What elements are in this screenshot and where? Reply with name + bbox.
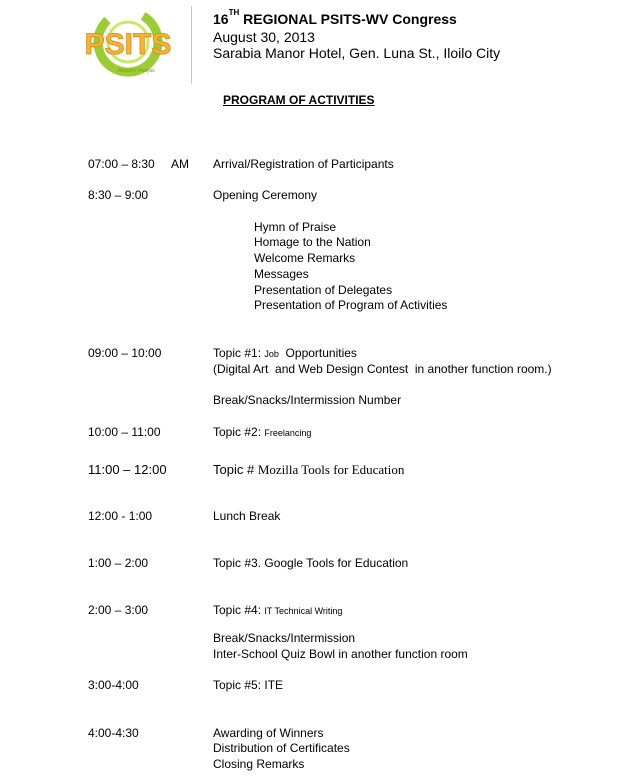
topic-4-prefix: Topic #4: — [213, 603, 265, 617]
congress-venue: Sarabia Manor Hotel, Gen. Luna St., Iloilo City — [213, 45, 501, 61]
time-slot-7: 1:00 – 2:00 — [88, 556, 149, 570]
topic-2-prefix: Topic #2: — [213, 425, 265, 439]
activity-lunch: Lunch Break — [213, 509, 281, 523]
opening-subitem: Presentation of Program of Activities — [254, 298, 448, 312]
opening-subitem: Presentation of Delegates — [254, 283, 393, 297]
topic-4-small: IT Technical Writing — [264, 606, 343, 616]
activity-opening-ceremony: Opening Ceremony — [213, 188, 318, 202]
topic-mozilla-title: Mozilla Tools for Education — [257, 462, 405, 477]
closing-item: Closing Remarks — [213, 757, 305, 771]
activity-topic-2 — [213, 425, 311, 439]
congress-title — [213, 8, 457, 27]
closing-item: Distribution of Certificates — [213, 741, 350, 755]
time-slot-1: 07:00 – 8:30 — [88, 157, 155, 171]
psits-logo — [74, 6, 182, 82]
opening-subitem: Welcome Remarks — [254, 251, 356, 265]
activity-registration: Arrival/Registration of Participants — [213, 157, 394, 171]
topic-1-small: Job — [264, 349, 279, 359]
opening-subitem: Messages — [254, 267, 309, 281]
activity-topic-5: Topic #5: ITE — [213, 678, 284, 692]
title-superscript: TH — [228, 8, 240, 17]
time-slot-5: 11:00 – 12:00 — [88, 462, 167, 477]
topic-mozilla-prefix: Topic # — [213, 462, 258, 477]
time-slot-6: 12:00 - 1:00 — [88, 509, 153, 523]
break-intermission-number: Break/Snacks/Intermission Number — [213, 393, 402, 407]
time-slot-10: 4:00-4:30 — [88, 726, 139, 740]
header-divider — [191, 6, 192, 84]
time-slot-4: 10:00 – 11:00 — [88, 425, 161, 439]
time-slot-8: 2:00 – 3:00 — [88, 603, 149, 617]
quiz-bowl: Inter-School Quiz Bowl in another function room — [213, 647, 468, 661]
topic-1-rest: Opportunities — [278, 346, 357, 360]
title-rest: REGIONAL PSITS-WV Congress — [239, 11, 457, 27]
topic-1-note: (Digital Art and Web Design Contest in another function room.) — [213, 362, 552, 376]
logo-subtext: Western Visayas — [117, 68, 155, 74]
opening-subitem: Hymn of Praise — [254, 220, 337, 234]
activity-topic-4 — [213, 603, 342, 617]
activity-topic-3: Topic #3. Google Tools for Education — [213, 556, 409, 570]
closing-item: Awarding of Winners — [213, 726, 324, 740]
activity-mozilla — [213, 462, 404, 478]
title-number: 16 — [213, 11, 229, 27]
logo-graphic — [74, 6, 182, 82]
activity-topic-1 — [213, 346, 357, 360]
break-intermission: Break/Snacks/Intermission — [213, 631, 356, 645]
topic-1-prefix: Topic #1: — [213, 346, 265, 360]
time-slot-2: 8:30 – 9:00 — [88, 188, 149, 202]
time-slot-9: 3:00-4:00 — [88, 678, 139, 692]
time-slot-3: 09:00 – 10:00 — [88, 346, 162, 360]
topic-2-small: Freelancing — [264, 428, 312, 438]
congress-date: August 30, 2013 — [213, 29, 315, 45]
opening-subitem: Homage to the Nation — [254, 235, 371, 249]
program-title: PROGRAM OF ACTIVITIES — [223, 93, 375, 107]
logo-text: PSITS — [84, 28, 172, 61]
time-slot-1-ampm: AM — [171, 157, 189, 171]
